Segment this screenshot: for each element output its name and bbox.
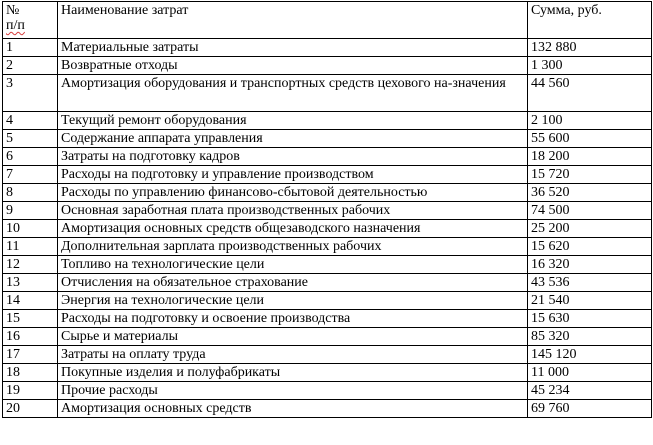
table-row (3, 112, 652, 130)
row-num: 20 (3, 400, 58, 418)
row-num: 16 (3, 328, 58, 346)
row-name: Возвратные отходы (58, 57, 528, 75)
row-num: 13 (3, 274, 58, 292)
row-name: Содержание аппарата управления (58, 130, 528, 148)
table-row (3, 238, 652, 256)
row-name: Дополнительная зарплата производственных рабочих (58, 238, 528, 256)
table-row (3, 400, 652, 418)
row-num: 1 (3, 39, 58, 57)
row-name: Затраты на оплату труда (58, 346, 528, 364)
row-sum: 45 234 (528, 382, 652, 400)
row-name: Отчисления на обязательное страхование (58, 274, 528, 292)
row-sum: 21 540 (528, 292, 652, 310)
row-sum: 43 536 (528, 274, 652, 292)
row-num: 8 (3, 184, 58, 202)
cost-table-body (3, 2, 652, 418)
row-name: Материальные затраты (58, 39, 528, 57)
row-sum: 1 300 (528, 57, 652, 75)
row-sum: 55 600 (528, 130, 652, 148)
table-row (3, 328, 652, 346)
table-row (3, 220, 652, 238)
row-sum: 18 200 (528, 148, 652, 166)
row-sum: 145 120 (528, 346, 652, 364)
row-num: 15 (3, 310, 58, 328)
row-num: 17 (3, 346, 58, 364)
cost-table (2, 1, 652, 418)
row-sum: 15 720 (528, 166, 652, 184)
row-num: 10 (3, 220, 58, 238)
header-name-cell: Наименование затрат (58, 2, 528, 39)
table-row (3, 75, 652, 112)
row-name: Амортизация основных средств (58, 400, 528, 418)
row-sum: 11 000 (528, 364, 652, 382)
table-row (3, 148, 652, 166)
table-row (3, 256, 652, 274)
row-num: 7 (3, 166, 58, 184)
row-num: 14 (3, 292, 58, 310)
table-row (3, 166, 652, 184)
row-num: 9 (3, 202, 58, 220)
row-sum: 74 500 (528, 202, 652, 220)
table-row (3, 310, 652, 328)
table-row (3, 364, 652, 382)
row-name: Основная заработная плата производственных рабочих (58, 202, 528, 220)
row-sum: 44 560 (528, 75, 652, 112)
row-num: 18 (3, 364, 58, 382)
table-row (3, 382, 652, 400)
row-name: Текущий ремонт оборудования (58, 112, 528, 130)
row-name: Расходы на подготовку и освоение производства (58, 310, 528, 328)
row-sum: 85 320 (528, 328, 652, 346)
table-header-row (3, 2, 652, 39)
table-row (3, 130, 652, 148)
header-num-line2: п/п (6, 18, 25, 33)
row-num: 11 (3, 238, 58, 256)
table-row (3, 346, 652, 364)
table-row (3, 292, 652, 310)
row-name: Расходы по управлению финансово-сбытовой деятельностью (58, 184, 528, 202)
row-name: Энергия на технологические цели (58, 292, 528, 310)
row-sum: 132 880 (528, 39, 652, 57)
row-num: 6 (3, 148, 58, 166)
row-num: 2 (3, 57, 58, 75)
table-row (3, 274, 652, 292)
row-num: 4 (3, 112, 58, 130)
row-sum: 15 630 (528, 310, 652, 328)
row-name: Амортизация оборудования и транспортных средств цехового на-значения (58, 75, 528, 112)
row-sum: 69 760 (528, 400, 652, 418)
table-row (3, 202, 652, 220)
row-name: Расходы на подготовку и управление производством (58, 166, 528, 184)
row-num: 5 (3, 130, 58, 148)
row-name: Амортизация основных средств общезаводского назначения (58, 220, 528, 238)
table-row (3, 39, 652, 57)
row-num: 12 (3, 256, 58, 274)
row-sum: 15 620 (528, 238, 652, 256)
row-sum: 25 200 (528, 220, 652, 238)
header-num-cell (3, 2, 58, 39)
row-name: Топливо на технологические цели (58, 256, 528, 274)
row-num: 19 (3, 382, 58, 400)
header-num-line1: № (6, 3, 20, 18)
row-name: Сырье и материалы (58, 328, 528, 346)
row-num: 3 (3, 75, 58, 112)
header-sum-cell: Сумма, руб. (528, 2, 652, 39)
row-name: Покупные изделия и полуфабрикаты (58, 364, 528, 382)
row-name: Затраты на подготовку кадров (58, 148, 528, 166)
row-name: Прочие расходы (58, 382, 528, 400)
row-sum: 2 100 (528, 112, 652, 130)
row-sum: 16 320 (528, 256, 652, 274)
row-sum: 36 520 (528, 184, 652, 202)
table-row (3, 57, 652, 75)
table-row (3, 184, 652, 202)
